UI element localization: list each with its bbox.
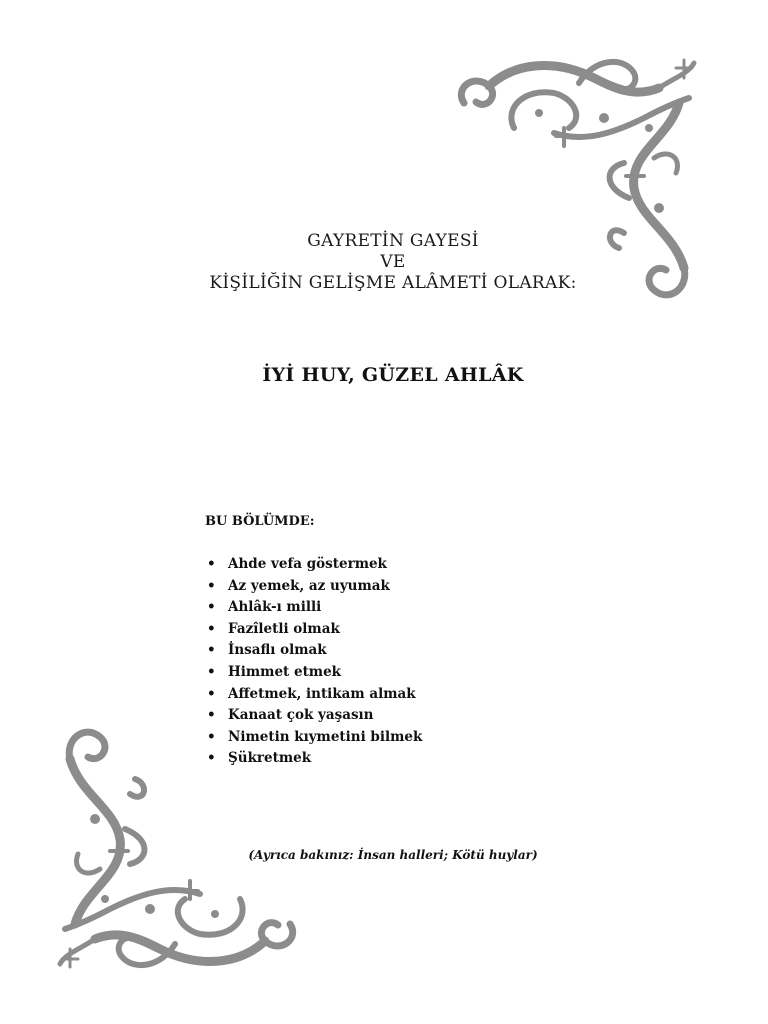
list-item-label: Ahlâk-ı milli	[228, 599, 322, 616]
list-item-label: Kanaat çok yaşasın	[228, 707, 374, 724]
bullet-icon: •	[207, 750, 216, 767]
list-item-label: Himmet etmek	[228, 663, 342, 680]
list-item	[205, 662, 422, 684]
bullet-icon: •	[207, 599, 216, 616]
list-item-label: Affetmek, intikam almak	[228, 685, 416, 702]
list-item	[205, 684, 422, 706]
list-item	[205, 597, 422, 619]
bullet-icon: •	[207, 685, 216, 702]
see-also-note: (Ayrıca bakınız: İnsan halleri; Kötü huylar)	[248, 848, 538, 862]
bullet-icon: •	[207, 663, 216, 680]
supertitle-line-1: GAYRETİN GAYESİ	[307, 231, 479, 251]
section-heading: BU BÖLÜMDE:	[205, 514, 315, 529]
list-item-label: Şükretmek	[228, 750, 312, 767]
list-item-label: Fazîletli olmak	[228, 620, 340, 637]
list-item	[205, 640, 422, 662]
supertitle-line-3: KİŞİLİĞİN GELİŞME ALÂMETİ OLARAK:	[209, 273, 577, 293]
supertitle-line-2: VE	[380, 252, 406, 272]
chapter-supertitle	[0, 231, 768, 294]
floral-corner-ornament-bottom-left-icon	[50, 724, 310, 969]
bullet-icon: •	[207, 556, 216, 572]
bullet-icon: •	[207, 642, 216, 659]
bullet-icon: •	[207, 707, 216, 724]
bullet-icon: •	[207, 620, 216, 637]
bullet-icon: •	[207, 728, 216, 745]
list-item	[205, 554, 422, 576]
bullet-icon: •	[207, 577, 216, 594]
list-item-label: Nimetin kıymetini bilmek	[228, 728, 423, 745]
list-item	[205, 619, 422, 641]
list-item-label: Az yemek, az uyumak	[228, 577, 390, 594]
list-item	[205, 576, 422, 598]
list-item-label: İnsaflı olmak	[228, 642, 327, 659]
page-title: İYİ HUY, GÜZEL AHLÂK	[262, 364, 524, 386]
list-item-label: Ahde vefa göstermek	[228, 556, 387, 572]
